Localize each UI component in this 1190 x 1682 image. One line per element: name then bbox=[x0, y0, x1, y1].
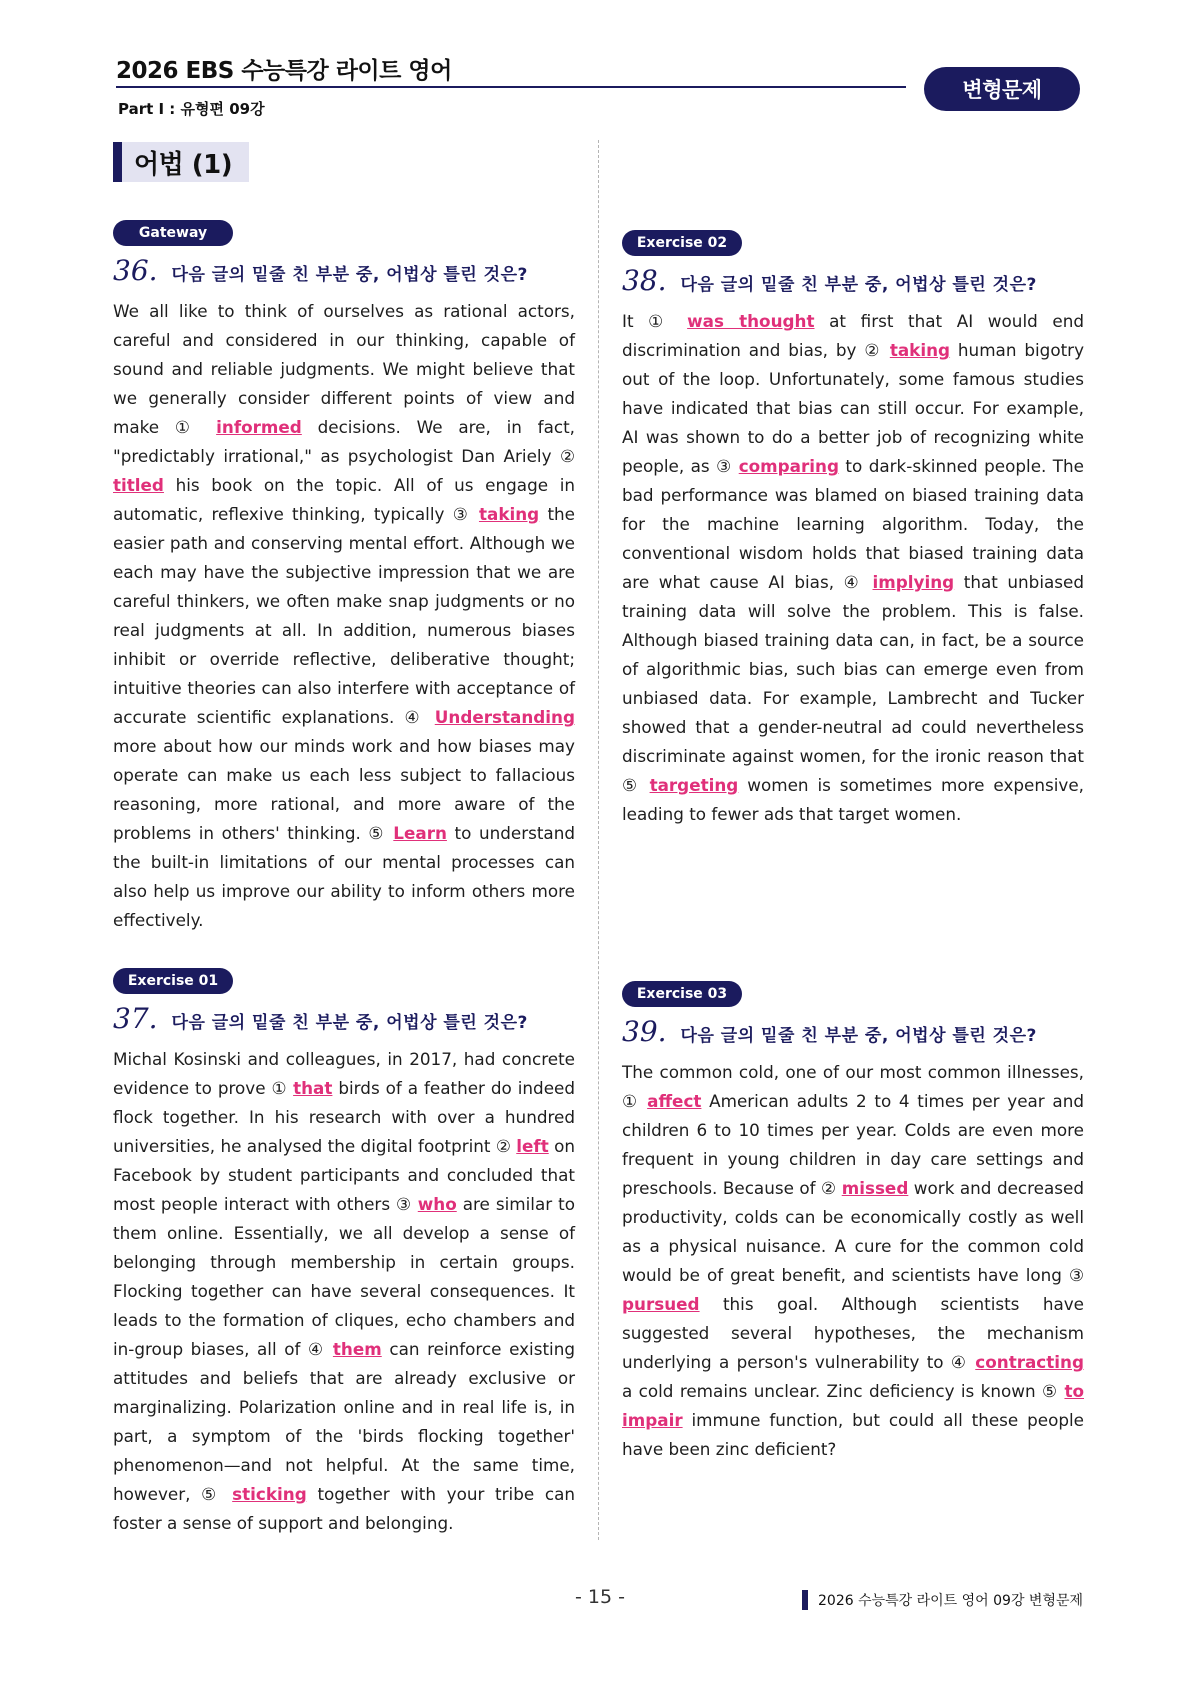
document-title: 2026 EBS 수능특강 라이트 영어 bbox=[116, 58, 452, 84]
underlined-choice-5: Learn bbox=[393, 823, 447, 843]
underlined-choice-5: targeting bbox=[649, 775, 739, 795]
underlined-choice-1: was thought bbox=[687, 311, 815, 331]
passage-text: We all like to think of ourselves as rational actors, careful and considered in our thinking, capable of sound and reliable judgments. We might believe that we generally consider different points of view and make ① informed decisions. We are, in fact, "predictably irrational," as psychologist Dan Ariely ② titled his book on the topic. All of us engage in automatic, reflexive thinking, typically ③ taking the easier path and conserving mental effort. Although we each may have the subjective impression that we are careful thinkers, we often make snap judgments or no real judgments at all. In addition, numerous biases inhibit or override reflective, deliberative thought; intuitive theories can also interfere with acceptance of accurate scientific explanations. ④ Understanding more about how our minds work and how biases may operate can make us each less subject to fallacious reasoning, more rational, and more aware of the problems in others' thinking. ⑤ Learn to understand the built-in limitations of our mental processes can also help us improve our ability to inform others more effectively. bbox=[113, 301, 576, 930]
column-divider bbox=[598, 140, 599, 1540]
question-label-pill: Exercise 02 bbox=[622, 230, 742, 256]
question-number: 39. bbox=[622, 1015, 667, 1048]
question-39 bbox=[622, 981, 1084, 1464]
underlined-choice-4: contracting bbox=[975, 1352, 1084, 1372]
question-header bbox=[622, 264, 1084, 297]
question-number: 36. bbox=[113, 254, 158, 287]
question-prompt: 다음 글의 밑줄 친 부분 중, 어법상 틀린 것은? bbox=[171, 265, 528, 285]
question-prompt: 다음 글의 밑줄 친 부분 중, 어법상 틀린 것은? bbox=[680, 1026, 1037, 1046]
underlined-choice-3: comparing bbox=[738, 456, 839, 476]
question-38 bbox=[622, 230, 1084, 829]
header-rule bbox=[116, 86, 906, 88]
question-prompt: 다음 글의 밑줄 친 부분 중, 어법상 틀린 것은? bbox=[171, 1013, 528, 1033]
question-header bbox=[113, 254, 575, 287]
footer-bar bbox=[802, 1590, 808, 1610]
question-label-pill: Gateway bbox=[113, 220, 233, 246]
underlined-choice-4: them bbox=[332, 1339, 382, 1359]
footer-text: 2026 수능특강 라이트 영어 09강 변형문제 bbox=[818, 1593, 1084, 1609]
underlined-choice-1: informed bbox=[216, 417, 302, 437]
question-label-pill: Exercise 01 bbox=[113, 968, 233, 994]
underlined-choice-2: titled bbox=[113, 475, 164, 495]
question-prompt: 다음 글의 밑줄 친 부분 중, 어법상 틀린 것은? bbox=[680, 275, 1037, 295]
underlined-choice-3: taking bbox=[478, 504, 540, 524]
underlined-choice-1: affect bbox=[647, 1091, 702, 1111]
underlined-choice-4: implying bbox=[872, 572, 955, 592]
variant-badge: 변형문제 bbox=[924, 67, 1080, 111]
question-37 bbox=[113, 968, 575, 1538]
question-36 bbox=[113, 220, 575, 935]
section-title-box bbox=[113, 142, 249, 182]
underlined-choice-5: sticking bbox=[232, 1484, 307, 1504]
part-subtitle: Part Ⅰ : 유형편 09강 bbox=[118, 100, 265, 118]
underlined-choice-5: to impair bbox=[622, 1381, 1084, 1430]
passage-text: Michal Kosinski and colleagues, in 2017, had concrete evidence to prove ① that birds of a feather do indeed flock together. In his research with over a hundred universities, he analysed the digital footprint ② left on Facebook by student participants and concluded that most people interact with others ③ who are similar to them online. Essentially, we all develop a sense of belonging through membership in certain groups. Flocking together can have several consequences. It leads to the formation of cliques, echo chambers and in-group biases, all of ④ them can reinforce existing attitudes and beliefs that are already exclusive or marginalizing. Polarization online and in real life is, in part, a symptom of the 'birds flocking together' phenomenon—and not helpful. At the same time, however, ⑤ sticking together with your tribe can foster a sense of support and belonging. bbox=[113, 1049, 576, 1533]
underlined-choice-2: left bbox=[516, 1136, 549, 1156]
question-number: 38. bbox=[622, 264, 667, 297]
page-number: - 15 - bbox=[575, 1586, 625, 1608]
underlined-choice-3: who bbox=[417, 1194, 457, 1214]
underlined-choice-2: missed bbox=[841, 1178, 909, 1198]
passage-text: The common cold, one of our most common illnesses, ① affect American adults 2 to 4 times per year and children 6 to 10 times per year. Colds are even more frequent in young children in day care settings and preschools. Because of ② missed work and decreased productivity, colds can be economically costly as well as a physical nuisance. A cure for the common cold would be of great benefit, and scientists have long ③ pursued this goal. Although scientists have suggested several hypotheses, the mechanism underlying a person's vulnerability to ④ contracting a cold remains unclear. Zinc deficiency is known ⑤ to impair immune function, but could all these people have been zinc deficient? bbox=[622, 1062, 1085, 1459]
footer-caption bbox=[802, 1590, 1083, 1610]
question-header bbox=[113, 1002, 575, 1035]
passage-text: It ① was thought at first that AI would end discrimination and bias, by ② taking human bigotry out of the loop. Unfortunately, some famous studies have indicated that bias can still occur. For example, AI was shown to do a better job of recognizing white people, as ③ comparing to dark-skinned people. The bad performance was blamed on biased training data for the machine learning algorithm. Today, the conventional wisdom holds that biased training data are what cause AI bias, ④ implying that unbiased training data will solve the problem. This is false. Although biased training data can, in fact, be a source of algorithmic bias, such bias can emerge even from unbiased data. For example, Lambrecht and Tucker showed that a gender-neutral ad could nevertheless discriminate against women, for the ironic reason that ⑤ targeting women is sometimes more expensive, leading to fewer ads that target women. bbox=[622, 311, 1084, 824]
section-title: 어법 (1) bbox=[134, 149, 233, 180]
section-title-bar bbox=[113, 142, 122, 182]
question-header bbox=[622, 1015, 1084, 1048]
question-number: 37. bbox=[113, 1002, 158, 1035]
underlined-choice-4: Understanding bbox=[434, 707, 575, 727]
underlined-choice-3: pursued bbox=[622, 1294, 700, 1314]
underlined-choice-2: taking bbox=[889, 340, 951, 360]
question-label-pill: Exercise 03 bbox=[622, 981, 742, 1007]
underlined-choice-1: that bbox=[293, 1078, 333, 1098]
